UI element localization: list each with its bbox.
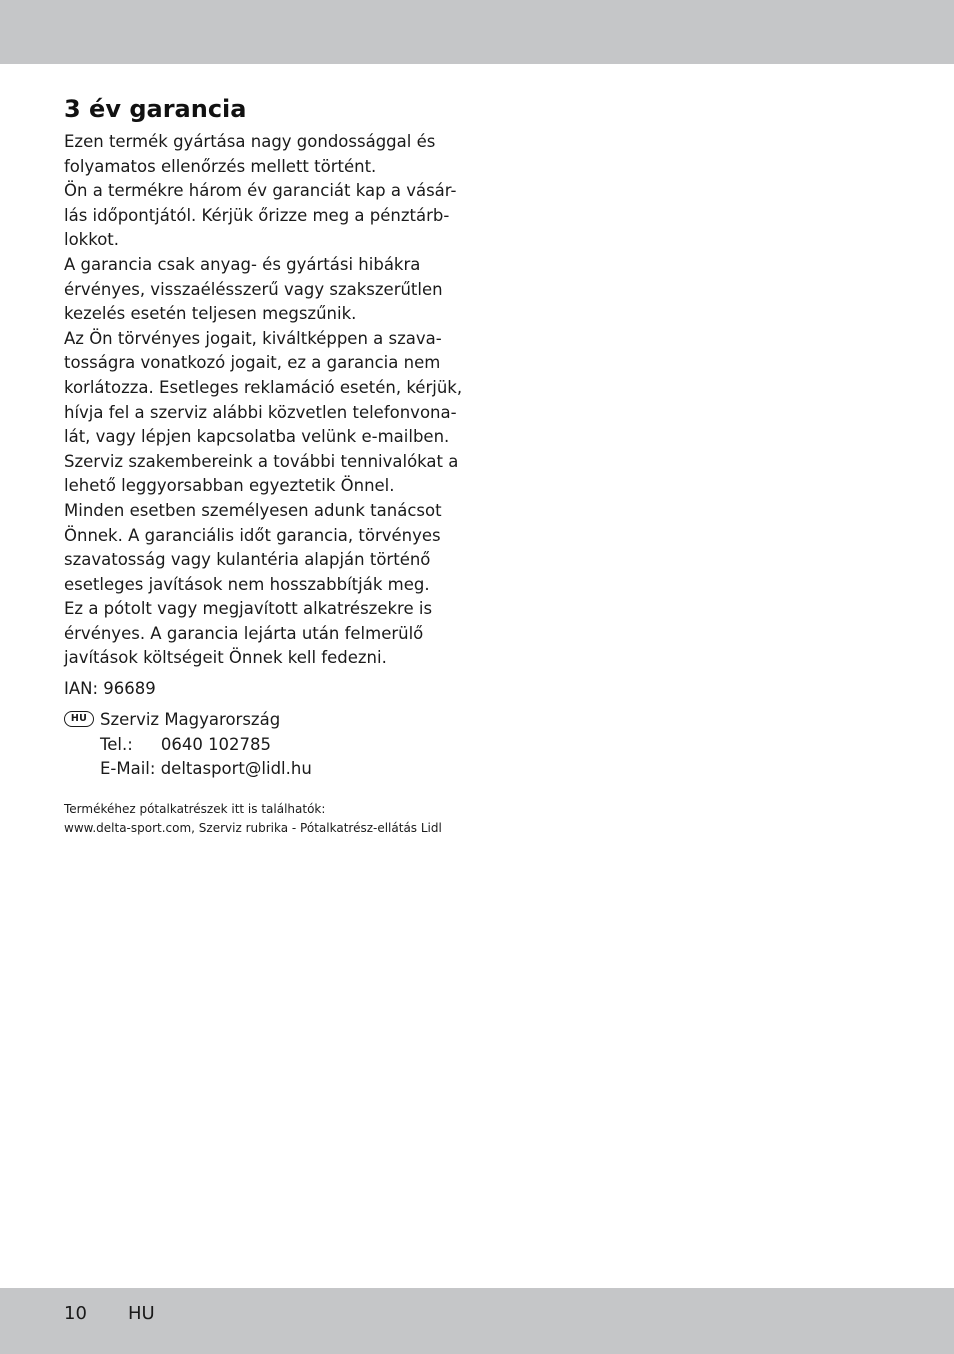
phone-label: Tel.: xyxy=(100,734,133,754)
country-badge-icon: HU xyxy=(64,711,94,727)
warranty-paragraph xyxy=(64,130,464,671)
paragraph-line: hívja fel a szerviz alábbi közvetlen telefonvona- xyxy=(64,402,457,422)
paragraph-line: Ezen termék gyártása nagy gondossággal és xyxy=(64,132,436,151)
paragraph-line: Önnek. A garanciális időt garancia, törvényes xyxy=(64,525,441,545)
header-bar xyxy=(0,0,954,64)
page-number: 10 xyxy=(64,1303,87,1324)
paragraph-line: lás időpontjától. Kérjük őrizze meg a pénztárb- xyxy=(64,205,450,225)
paragraph-line: A garancia csak anyag- és gyártási hibákra xyxy=(64,254,421,274)
spare-parts-note xyxy=(64,800,464,838)
paragraph-line: javítások költségeit Önnek kell fedezni. xyxy=(64,648,387,668)
paragraph-line: Szerviz szakembereink a további tennivalókat a xyxy=(64,451,459,471)
footer-language: HU xyxy=(128,1303,155,1324)
phone-number: 0640 102785 xyxy=(160,734,272,754)
note-line: www.delta-sport.com, Szerviz rubrika - Pótalkatrész-ellátás Lidl xyxy=(64,820,442,835)
paragraph-line: Minden esetben személyesen adunk tanácsot xyxy=(64,500,442,520)
ian-number: IAN: 96689 xyxy=(64,679,156,699)
paragraph-line: Az Ön törvényes jogait, kiváltképpen a szava- xyxy=(64,328,442,348)
service-name: Szerviz Magyarország xyxy=(100,710,281,730)
warranty-section xyxy=(64,94,464,838)
page-title: 3 év garancia xyxy=(64,95,247,123)
paragraph-line: kezelés esetén teljesen megszűnik. xyxy=(64,304,357,324)
service-phone xyxy=(64,733,464,758)
paragraph-line: szavatosság vagy kulantéria alapján történő xyxy=(64,550,431,570)
note-line: Termékéhez pótalkatrészek itt is találhatók: xyxy=(64,801,326,816)
paragraph-line: korlátozza. Esetleges reklamáció esetén, kérjük, xyxy=(64,377,463,397)
paragraph-line: Ön a termékre három év garanciát kap a vásár- xyxy=(64,181,457,201)
service-contact xyxy=(64,708,464,782)
paragraph-line: érvényes, visszaélésszerű vagy szakszerűtlen xyxy=(64,279,443,299)
paragraph-line: Ez a pótolt vagy megjavított alkatrészekre is xyxy=(64,599,433,619)
paragraph-line: érvényes. A garancia lejárta után felmerülő xyxy=(64,623,424,643)
paragraph-line: esetleges javítások nem hosszabbítják meg. xyxy=(64,574,430,594)
paragraph-line: lehető leggyorsabban egyeztetik Önnel. xyxy=(64,476,395,496)
service-email: E-Mail: deltasport@lidl.hu xyxy=(100,759,312,779)
paragraph-line: lát, vagy lépjen kapcsolatba velünk e-mailben. xyxy=(64,427,450,447)
paragraph-line: folyamatos ellenőrzés mellett történt. xyxy=(64,156,377,176)
paragraph-line: lokkot. xyxy=(64,230,120,250)
paragraph-line: tosságra vonatkozó jogait, ez a garancia nem xyxy=(64,353,441,373)
